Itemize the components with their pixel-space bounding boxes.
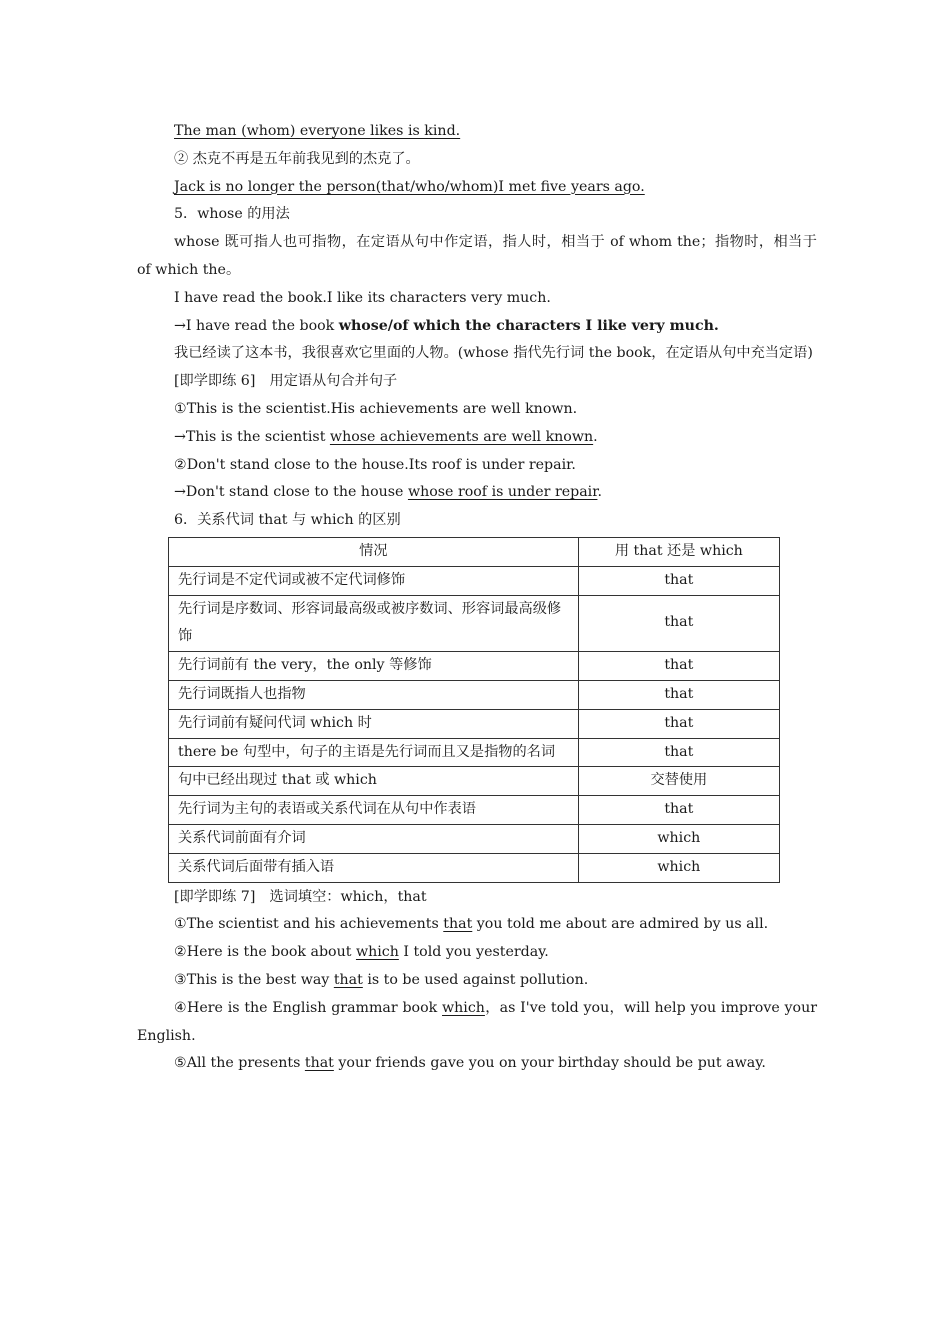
answer-blank: whose achievements are well known (329, 428, 594, 445)
that-which-comparison-table (168, 537, 780, 883)
table-cell-choice: that (578, 652, 779, 681)
practice-7-item-4: ④Here is the English grammar book which，as I've told you，will help you improve your English. (137, 999, 818, 1044)
table-header-row (169, 537, 780, 566)
practice-7-item-5: ⑤All the presents that your friends gave you on your birthday should be put away. (174, 1055, 766, 1072)
table-header-cell: 情况 (169, 537, 579, 566)
table-cell-choice: that (578, 595, 779, 652)
practice-7-title: [即学即练 7] 选词填空：which，that (174, 888, 427, 905)
table-cell-situation: 先行词是不定代词或被不定代词修饰 (169, 566, 579, 595)
practice-6-title: [即学即练 6] 用定语从句合并句子 (174, 373, 398, 390)
answer-blank: that (333, 971, 363, 988)
table-cell-choice: that (578, 709, 779, 738)
practice-6-question-1: ①This is the scientist.His achievements are well known. (174, 400, 578, 417)
table-row (169, 566, 780, 595)
answer-blank: which (355, 944, 399, 961)
table-cell-situation: 关系代词前面有介词 (169, 824, 579, 853)
table-header-cell: 用 that 还是 which (578, 537, 779, 566)
table-row (169, 853, 780, 882)
table-cell-situation: 先行词为主句的表语或关系代词在从句中作表语 (169, 796, 579, 825)
table-row (169, 796, 780, 825)
table-row (169, 709, 780, 738)
table-row (169, 824, 780, 853)
table-row (169, 738, 780, 767)
practice-6-answer-1: →This is the scientist whose achievements are well known. (174, 428, 598, 445)
table-cell-choice: that (578, 680, 779, 709)
practice-7-item-2: ②Here is the book about which I told you yesterday. (174, 944, 549, 961)
table-cell-situation: 句中已经出现过 that 或 which (169, 767, 579, 796)
whose-example-original: I have read the book.I like its characters very much. (174, 289, 551, 306)
answer-blank: which (442, 999, 485, 1016)
whose-usage-explanation: whose 既可指人也可指物，在定语从句中作定语，指人时，相当于 of whom the；指物时，相当于 of which the。 (137, 234, 817, 278)
table-cell-situation: 先行词既指人也指物 (169, 680, 579, 709)
table-cell-situation: 先行词前有疑问代词 which 时 (169, 709, 579, 738)
section-5-title: 5．whose 的用法 (174, 206, 290, 223)
table-row (169, 595, 780, 652)
example-chinese-2: ② 杰克不再是五年前我见到的杰克了。 (174, 150, 420, 167)
table-row (169, 767, 780, 796)
document-page (137, 118, 817, 1078)
table-cell-choice: which (578, 824, 779, 853)
whose-example-combined: →I have read the book whose/of which the characters I like very much. (174, 317, 719, 334)
table-cell-situation: there be 句型中，句子的主语是先行词而且又是指物的名词 (169, 738, 579, 767)
table-cell-choice: which (578, 853, 779, 882)
practice-7-item-1: ①The scientist and his achievements that you told me about are admired by us all. (174, 916, 769, 933)
table-cell-choice: that (578, 796, 779, 825)
table-cell-situation: 关系代词后面带有插入语 (169, 853, 579, 882)
example-sentence-2: Jack is no longer the person(that/who/whom)I met five years ago. (174, 178, 645, 195)
section-6-title: 6．关系代词 that 与 which 的区别 (174, 512, 401, 529)
answer-blank: that (443, 916, 473, 933)
table-cell-situation: 先行词是序数词、形容词最高级或被序数词、形容词最高级修饰 (169, 595, 579, 652)
table-row (169, 680, 780, 709)
answer-blank: whose roof is under repair (407, 484, 598, 501)
practice-6-answer-2: →Don't stand close to the house whose roof is under repair. (174, 484, 602, 501)
table-cell-choice: 交替使用 (578, 767, 779, 796)
table-cell-choice: that (578, 566, 779, 595)
whose-example-translation: 我已经读了这本书，我很喜欢它里面的人物。(whose 指代先行词 the book，在定语从句中充当定语) (174, 345, 813, 362)
table-cell-choice: that (578, 738, 779, 767)
answer-blank: that (304, 1055, 334, 1072)
table-cell-situation: 先行词前有 the very，the only 等修饰 (169, 652, 579, 681)
practice-7-item-3: ③This is the best way that is to be used against pollution. (174, 971, 589, 988)
table-row (169, 652, 780, 681)
example-sentence-1: The man (whom) everyone likes is kind. (174, 123, 461, 139)
practice-6-question-2: ②Don't stand close to the house.Its roof is under repair. (174, 456, 576, 473)
